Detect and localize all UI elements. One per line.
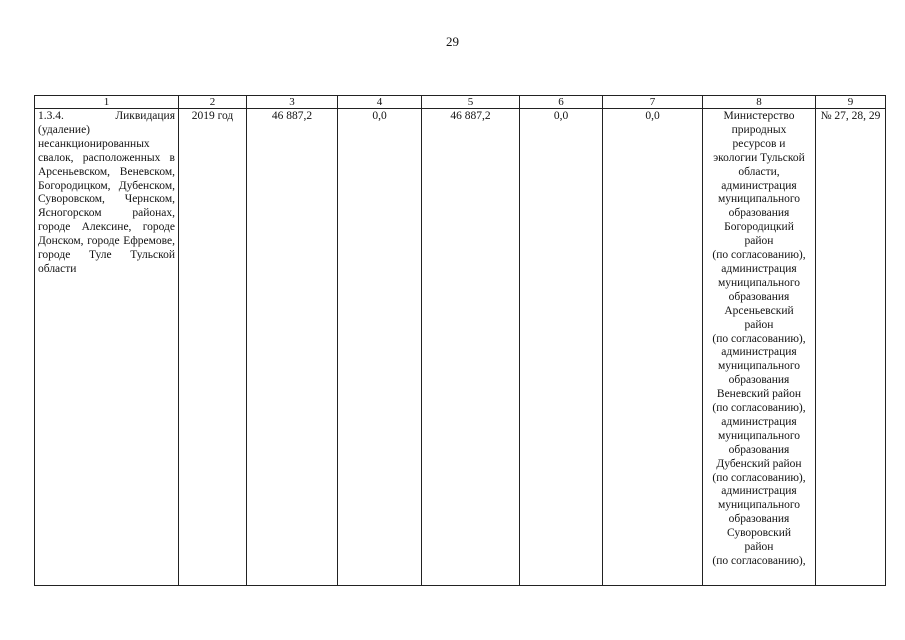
executor-line: район [744,235,774,248]
column-number: 9 [816,96,886,109]
executor-line: администрация [721,179,797,192]
column-number: 8 [703,96,816,109]
executor-line: Суворовский [726,527,792,540]
executor-line: (по согласованию), [712,332,806,345]
column-number: 5 [422,96,520,109]
column-number: 3 [247,96,338,109]
executor-line: образования [728,207,790,220]
column-number-row [35,96,886,109]
column-number: 4 [338,96,422,109]
executor-line: муниципального [717,193,801,206]
executor-line: (по согласованию), [712,555,806,567]
document-numbers: № 27, 28, 29 [816,109,886,586]
executor-line: муниципального [717,429,801,442]
executor-line: администрация [721,346,797,359]
executor-line: экологии Тульской [713,151,805,164]
executor-line: Богородицкий [724,221,794,234]
executor-line: администрация [721,485,797,498]
executors-cell [703,109,816,586]
executor-line: район [744,541,774,554]
executor-line: муниципального [717,276,801,289]
executor-line: (по согласованию), [712,249,806,262]
executor-line: (по согласованию), [712,471,806,484]
column-number: 1 [35,96,179,109]
funding-total: 46 887,2 [247,109,338,586]
implementation-year: 2019 год [179,109,247,586]
executor-line: муниципального [717,499,801,512]
funding-col4: 0,0 [338,109,422,586]
column-number: 6 [520,96,603,109]
funding-col6: 0,0 [520,109,603,586]
executor-line: (по согласованию), [712,402,806,415]
executor-line: образования [728,290,790,303]
executor-line: ресурсов и [732,137,786,150]
executor-line: Арсеньевский [724,304,794,317]
executor-line: администрация [721,415,797,428]
executor-line: Веневский район [716,388,802,401]
executor-line: муниципального [717,360,801,373]
funding-col5: 46 887,2 [422,109,520,586]
executor-line: Министерство [723,110,795,122]
executor-line: район [744,318,774,331]
executor-line: природных [731,123,787,136]
measure-description: 1.3.4. Ликвидация (удаление) несанкционированных свалок, расположенных в Арсеньевском, Веневском, Богородицком, Дубенском, Суворовском, Чернском, Ясногорском районах, городе Алексине, городе Донском, городе Ефремове, городе Туле Тульской области [35,109,179,586]
executor-line: образования [728,374,790,387]
executor-line: области, [738,165,780,178]
page-number: 29 [446,34,459,49]
executor-line: образования [728,513,790,526]
funding-col7: 0,0 [603,109,703,586]
measures-table [34,95,886,586]
table-row [35,109,886,586]
executor-line: Дубенский район [716,457,802,470]
column-number: 7 [603,96,703,109]
executor-line: образования [728,443,790,456]
executor-line: администрация [721,262,797,275]
column-number: 2 [179,96,247,109]
